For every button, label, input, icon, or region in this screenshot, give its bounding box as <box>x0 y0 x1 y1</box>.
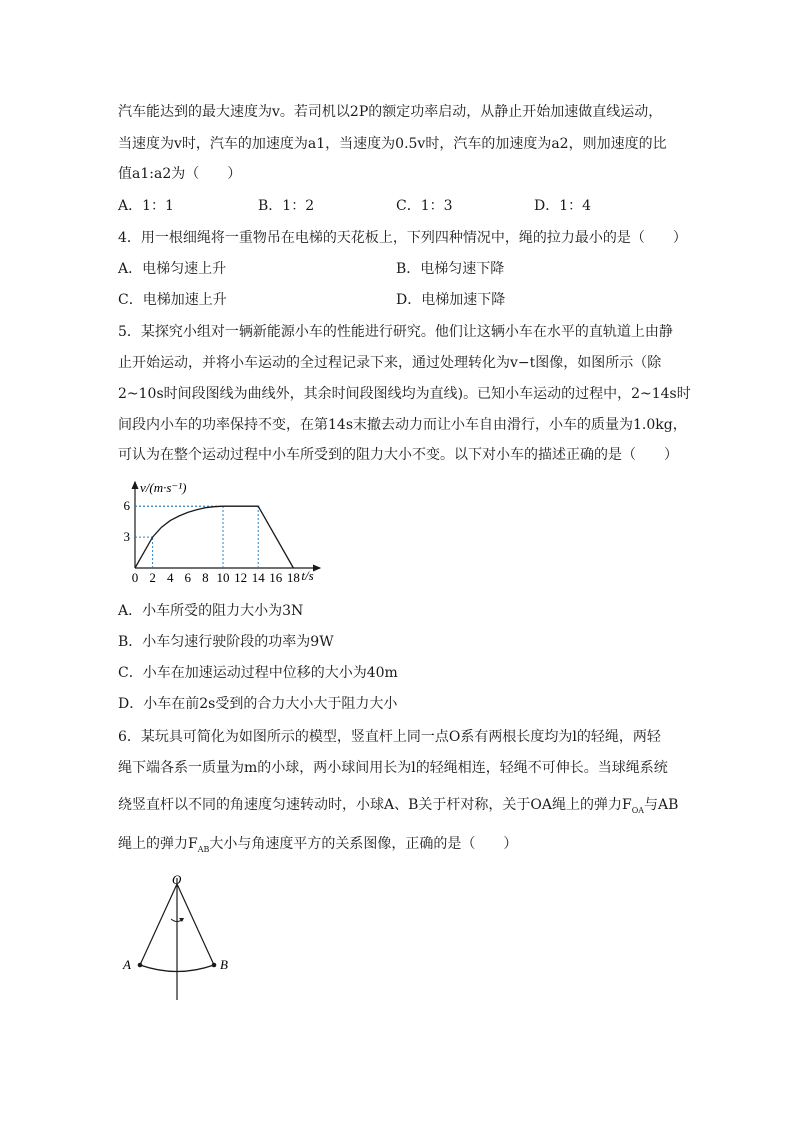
x-tick-label-2: 4 <box>166 570 174 585</box>
y-axis-label: v/(m·s⁻¹) <box>140 480 187 495</box>
q3-option-d[interactable]: D．1：4 <box>534 198 592 214</box>
x-tick-label-7: 14 <box>251 570 265 585</box>
q5-line-1: 5．某探究小组对一辆新能源小车的性能进行研究。他们让这辆小车在水平的直轨道上由静 <box>118 324 673 340</box>
ball-b <box>212 963 217 968</box>
x-tick-label-3: 6 <box>184 570 192 585</box>
q5-line-3: 2~10s时间段图线为曲线外，其余时间段图线均为直线)。已知小车运动的过程中，2~14s时 <box>118 386 691 402</box>
q3-option-c[interactable]: C．1：3 <box>396 198 453 214</box>
x-tick-label-0: 0 <box>131 570 139 585</box>
y-tick-label-1: 6 <box>123 498 130 514</box>
velocity-time-chart <box>112 478 342 588</box>
q5-option-b[interactable]: B．小车匀速行驶阶段的功率为9W <box>118 634 334 650</box>
rope-ob <box>177 884 214 965</box>
label-b: B <box>220 957 228 972</box>
q3-line-2: 当速度为v时，汽车的加速度为a1，当速度为0.5v时，汽车的加速度为a2，则加速度的比 <box>118 136 667 152</box>
q6-line-2: 绳下端各系一质量为m的小球，两小球间用长为l的轻绳相连，轻绳不可伸长。当球绳系统 <box>118 760 668 776</box>
ab-subscript: AB <box>197 844 210 854</box>
q5-line-5: 可认为在整个运动过程中小车所受到的阻力大小不变。以下对小车的描述正确的是（ ） <box>118 447 678 463</box>
q5-option-d[interactable]: D．小车在前2s受到的合力大小大于阻力大小 <box>118 696 398 712</box>
q5-option-a[interactable]: A．小车所受的阻力大小为3N <box>118 603 304 619</box>
q6-line-4 <box>118 834 517 860</box>
q3-line-3: 值a1:a2为（ ） <box>118 166 242 182</box>
q6-line-4-text: 绳上的弹力F <box>118 836 198 852</box>
oa-subscript: OA <box>631 805 645 815</box>
q5-line-4: 间段内小车的功率保持不变，在第14s末撤去动力而让小车自由滑行，小车的质量为1.0kg， <box>118 417 687 433</box>
q6-line-1: 6．某玩具可简化为如图所示的模型，竖直杆上同一点O系有两根长度均为l的轻绳，两轻 <box>118 729 661 745</box>
x-axis-label: t/s <box>301 568 314 583</box>
q4-option-d[interactable]: D．电梯加速下降 <box>396 292 506 308</box>
label-a: A <box>123 957 131 972</box>
q4-option-c[interactable]: C．电梯加速上升 <box>118 292 227 308</box>
q4-stem: 4．用一根细绳将一重物吊在电梯的天花板上，下列四种情况中，绳的拉力最小的是（ ） <box>118 230 687 246</box>
velocity-curve <box>135 506 293 568</box>
q6-line-3-text: 绕竖直杆以不同的角速度匀速转动时，小球A、B关于杆对称，关于OA绳上的弹力F <box>118 797 632 813</box>
rotating-rope-model-figure <box>115 866 245 1006</box>
q3-line-1: 汽车能达到的最大速度为v。若司机以2P的额定功率启动，从静止开始加速做直线运动， <box>118 104 663 120</box>
x-tick-label-4: 8 <box>202 570 209 585</box>
q5-option-c[interactable]: C．小车在加速运动过程中位移的大小为40m <box>118 665 398 681</box>
x-tick-label-9: 18 <box>286 570 300 585</box>
q3-option-a[interactable]: A．1：1 <box>118 198 174 214</box>
q4-option-a[interactable]: A．电梯匀速上升 <box>118 261 227 277</box>
q6-line-3-tail: 与AB <box>644 797 679 813</box>
q3-option-b[interactable]: B．1：2 <box>258 198 315 214</box>
x-tick-label-1: 2 <box>149 570 156 585</box>
x-tick-label-5: 10 <box>216 570 230 585</box>
x-tick-label-8: 16 <box>269 570 283 585</box>
q5-line-2: 止开始运动，并将小车运动的全过程记录下来，通过处理转化为v−t图像，如图所示（除 <box>118 355 662 371</box>
rope-oa <box>140 884 177 965</box>
q4-option-b[interactable]: B．电梯匀速下降 <box>396 261 505 277</box>
ball-a <box>138 963 143 968</box>
y-tick-label-0: 3 <box>123 529 130 545</box>
q6-line-3 <box>118 795 678 821</box>
q6-line-4-tail: 大小与角速度平方的关系图像，正确的是（ ） <box>209 836 518 852</box>
x-tick-label-6: 12 <box>234 570 248 585</box>
label-o: O <box>172 872 182 887</box>
